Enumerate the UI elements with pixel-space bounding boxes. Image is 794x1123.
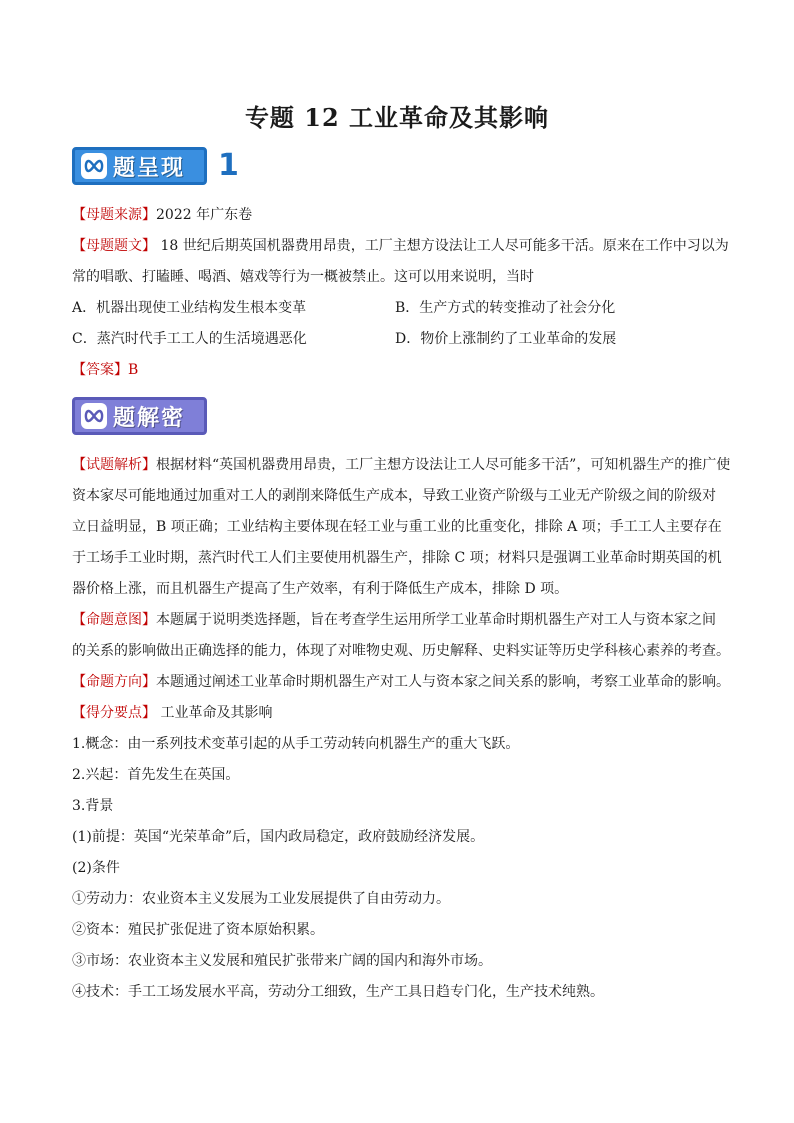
analysis-text-1: 根据材料“英国机器费用昂贵，工厂主想方设法让工人尽可能多干活”，可知机器生产的推广使: [156, 457, 731, 473]
answer-tag: 【答案】: [72, 362, 128, 378]
analysis-line-1: [72, 455, 731, 475]
question-tag: 【母题题文】: [72, 238, 156, 254]
analysis-line-3: 立日益明显，B 项正确；工业结构主要体现在轻工业与重工业的比重变化，排除 A 项；手工工人主要存在: [72, 519, 722, 535]
intent-tag: 【命题意图】: [72, 612, 156, 628]
option-b: B．生产方式的转变推动了社会分化: [395, 300, 616, 316]
option-c: C．蒸汽时代手工工人的生活境遇恶化: [72, 331, 307, 347]
intent-text-1: 本题属于说明类选择题，旨在考查学生运用所学工业革命时期机器生产对工人与资本家之间: [156, 612, 716, 628]
keypoint-item: ①劳动力：农业资本主义发展为工业发展提供了自由劳动力。: [72, 891, 450, 907]
keypoint-item: (1)前提：英国“光荣革命”后，国内政局稳定，政府鼓励经济发展。: [72, 829, 485, 845]
source-line: [72, 205, 727, 225]
keypoints-line: [72, 703, 727, 723]
keypoint-item: 1.概念：由一系列技术变革引起的从手工劳动转向机器生产的重大飞跃。: [72, 736, 520, 752]
analysis-tag: 【试题解析】: [72, 457, 156, 473]
intent-line-2: 的关系的影响做出正确选择的能力，体现了对唯物史观、历史解释、史料实证等历史学科核心素养的考查。: [72, 643, 730, 659]
keypoints-text: 工业革命及其影响: [156, 705, 273, 721]
direction-line: [72, 672, 730, 692]
keypoint-item: ④技术：手工工场发展水平高，劳动分工细致，生产工具日趋专门化，生产技术纯熟。: [72, 984, 604, 1000]
question-line-2: 常的唱歌、打瞌睡、喝酒、嬉戏等行为一概被禁止。这可以用来说明，当时: [72, 269, 534, 285]
section-badge-analysis: [72, 397, 207, 435]
option-a: A．机器出现使工业结构发生根本变革: [72, 300, 307, 316]
keypoint-item: ③市场：农业资本主义发展和殖民扩张带来广阔的国内和海外市场。: [72, 953, 492, 969]
infinity-logo-icon: [81, 153, 107, 179]
direction-tag: 【命题方向】: [72, 674, 156, 690]
keypoint-item: (2)条件: [72, 860, 120, 876]
analysis-line-4: 于工场手工业时期，蒸汽时代工人们主要使用机器生产，排除 C 项；材料只是强调工业革命时期英国的机: [72, 550, 722, 566]
answer-line: [72, 360, 727, 380]
analysis-line-2: 资本家尽可能地通过加重对工人的剥削来降低生产成本，导致工业资产阶级与工业无产阶级之间的阶级对: [72, 488, 716, 504]
badge-number: 1: [218, 148, 239, 183]
section-badge-presentation: [72, 147, 207, 185]
source-text: 2022 年广东卷: [156, 207, 253, 223]
source-tag: 【母题来源】: [72, 207, 156, 223]
answer-value: B: [128, 362, 139, 378]
keypoint-item: 2.兴起：首先发生在英国。: [72, 767, 240, 783]
direction-text: 本题通过阐述工业革命时期机器生产对工人与资本家之间关系的影响，考察工业革命的影响。: [156, 674, 730, 690]
option-d: D．物价上涨制约了工业革命的发展: [395, 331, 617, 347]
keypoint-item: 3.背景: [72, 798, 114, 814]
badge-label: 题呈现: [113, 155, 186, 181]
badge-label: 题解密: [113, 405, 186, 431]
question-text-1: 18 世纪后期英国机器费用昂贵，工厂主想方设法让工人尽可能多干活。原来在工作中习以为: [156, 238, 729, 254]
page-title: 专题 12 工业革命及其影响: [244, 103, 550, 132]
intent-line-1: [72, 610, 727, 630]
keypoint-item: ②资本：殖民扩张促进了资本原始积累。: [72, 922, 324, 938]
keypoints-tag: 【得分要点】: [72, 705, 156, 721]
analysis-line-5: 器价格上涨，而且机器生产提高了生产效率，有利于降低生产成本，排除 D 项。: [72, 581, 569, 597]
question-line-1: [72, 236, 727, 256]
infinity-logo-icon: [81, 403, 107, 429]
